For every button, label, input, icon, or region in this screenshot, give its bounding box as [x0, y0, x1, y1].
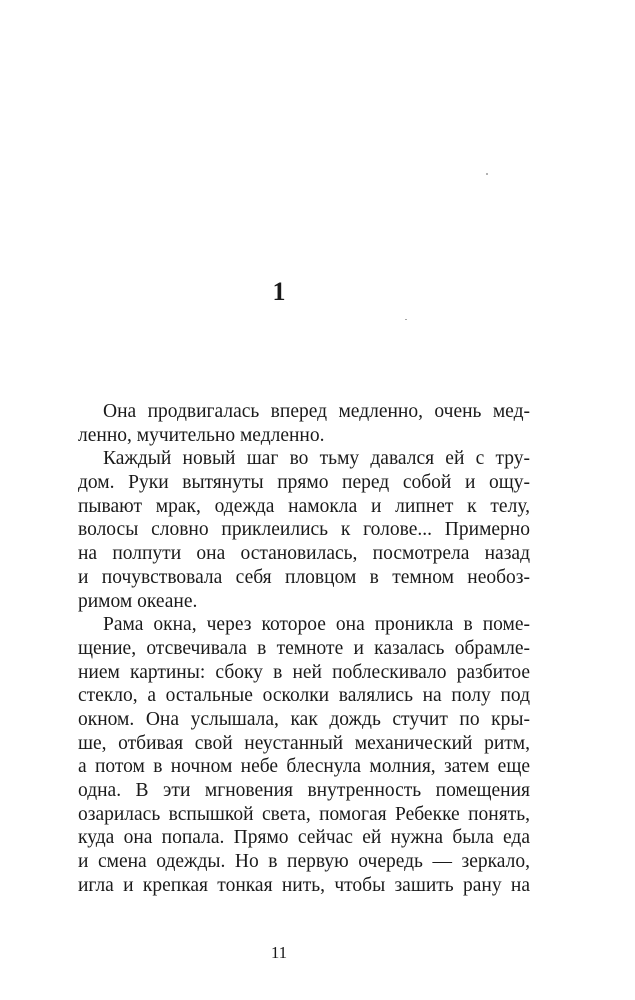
paragraph — [78, 400, 530, 447]
text-line: на полпути она остановилась, посмотрела назад — [78, 543, 530, 565]
text-line: куда она попала. Прямо сейчас ей нужна была еда — [78, 827, 530, 849]
paragraph — [78, 447, 530, 613]
text-line: ше, отбивая свой неустанный механический ритм, — [78, 732, 530, 754]
body-text — [78, 400, 530, 897]
text-line: волосы словно приклеились к голове... Примерно — [78, 519, 530, 541]
text-line: Рама окна, через которое она проникла в поме- — [103, 614, 530, 636]
text-line: ленно, мучительно медленно. — [78, 424, 325, 446]
text-line: дом. Руки вытянуты прямо перед собой и ощу- — [78, 472, 530, 494]
text-line: одна. В эти мгновения внутренность помещения — [78, 780, 530, 801]
text-line: игла и крепкая тонкая нить, чтобы зашить рану на — [78, 874, 530, 896]
text-line: и смена одежды. Но в первую очередь — зеркало, — [78, 851, 530, 873]
text-line: а потом в ночном небе блеснула молния, затем еще — [78, 756, 530, 778]
text-line: Она продвигалась вперед медленно, очень мед- — [103, 401, 530, 422]
text-line: пывают мрак, одежда намокла и липнет к телу, — [78, 495, 530, 517]
text-line: и почувствовала себя пловцом в темном необоз- — [78, 566, 530, 588]
page-number: 11 — [270, 943, 288, 962]
text-line: озарилась вспышкой света, помогая Ребекке понять, — [78, 803, 530, 825]
text-line: нием картины: сбоку в ней поблескивало разбитое — [78, 661, 530, 683]
text-line: щение, отсвечивала в темноте и казалась обрамле- — [78, 637, 530, 659]
print-speck — [486, 173, 488, 175]
chapter-number: 1 — [272, 277, 286, 306]
text-line: окном. Она услышала, как дождь стучит по кры- — [78, 708, 530, 730]
text-line: римом океане. — [78, 590, 198, 612]
print-speck — [405, 319, 407, 320]
text-line: Каждый новый шаг во тьму давался ей с тру- — [103, 448, 530, 470]
text-line: стекло, а остальные осколки валялись на полу под — [78, 685, 530, 707]
paragraph — [78, 613, 530, 897]
